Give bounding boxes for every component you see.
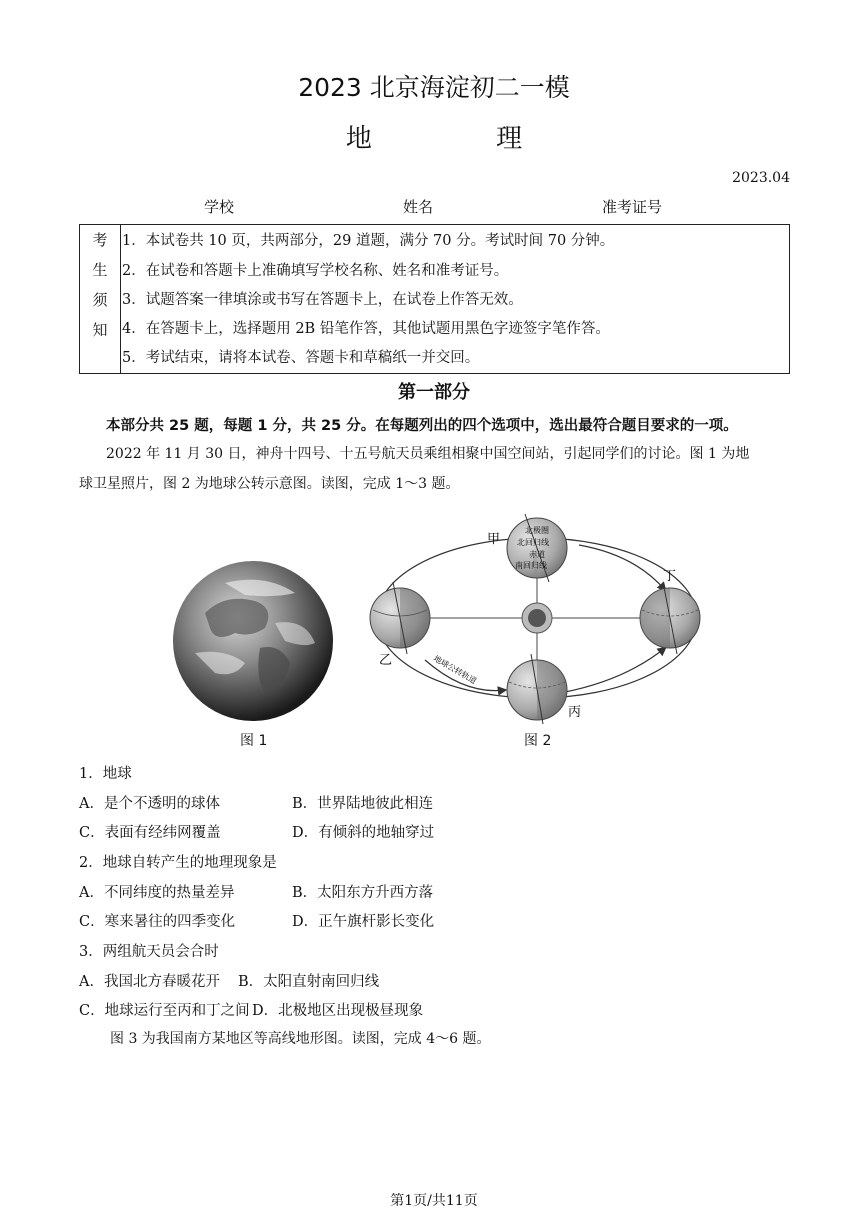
option-d: D．北极地区出现极昼现象 — [252, 1003, 424, 1019]
notice-item: 4．在答题卡上，选择题用 2B 铅笔作答，其他试题用黑色字迹签字笔作答。 — [122, 321, 610, 337]
option-b: B．太阳直射南回归线 — [238, 974, 380, 990]
part-intro: 本部分共 25 题，每题 1 分，共 25 分。在每题列出的四个选项中，选出最符合题目要求的一项。 — [106, 418, 738, 434]
option-a: A．不同纬度的热量差异 — [79, 885, 235, 901]
notice-label-char: 考 — [92, 231, 108, 249]
notice-label-char: 知 — [92, 321, 108, 339]
latitude-label: 赤道 — [529, 550, 545, 559]
notice-label-char: 生 — [92, 261, 108, 279]
figure-2-caption: 图 2 — [524, 733, 552, 749]
page-number: 第1页/共11页 — [390, 1193, 478, 1209]
notice-label-char: 须 — [92, 291, 108, 309]
option-d: D．正午旗杆影长变化 — [292, 914, 435, 930]
latitude-label: 北极圈 — [525, 526, 549, 535]
question-stem: 2．地球自转产生的地理现象是 — [79, 855, 277, 871]
option-c: C．寒来暑往的四季变化 — [79, 914, 236, 930]
exam-id-field-label: 准考证号 — [602, 198, 663, 216]
option-b: B．世界陆地彼此相连 — [292, 796, 434, 812]
globe-jia — [507, 514, 567, 582]
question-context-line: 球卫星照片，图 2 为地球公转示意图。读图，完成 1～3 题。 — [79, 476, 460, 492]
sun-icon — [522, 603, 552, 633]
notice-item: 2．在试卷和答题卡上准确填写学校名称、姓名和准考证号。 — [122, 263, 509, 279]
question-stem: 1．地球 — [79, 766, 132, 782]
exam-date: 2023.04 — [732, 170, 790, 186]
earth-revolution-diagram — [365, 510, 710, 725]
subject-title: 地 理 — [345, 124, 581, 154]
globe-ding — [640, 582, 700, 654]
position-label-yi: 乙 — [379, 653, 393, 668]
position-label-ding: 丁 — [663, 569, 677, 584]
option-c: C．地球运行至丙和丁之间 — [79, 1003, 250, 1019]
figure-1-caption: 图 1 — [240, 733, 268, 749]
earth-satellite-photo — [165, 553, 341, 729]
name-field-label: 姓名 — [403, 198, 434, 216]
notice-item: 3．试题答案一律填涂或书写在答题卡上，在试卷上作答无效。 — [122, 292, 523, 308]
next-question-context: 图 3 为我国南方某地区等高线地形图。读图，完成 4～6 题。 — [110, 1031, 491, 1047]
position-label-bing: 丙 — [568, 705, 582, 720]
part-title: 第一部分 — [398, 382, 470, 403]
school-field-label: 学校 — [204, 198, 235, 216]
option-a: A．我国北方春暖花开 — [79, 974, 220, 990]
option-d: D．有倾斜的地轴穿过 — [292, 825, 435, 841]
notice-item: 5．考试结束，请将本试卷、答题卡和草稿纸一并交回。 — [122, 350, 480, 366]
notice-item: 1．本试卷共 10 页，共两部分，29 道题，满分 70 分。考试时间 70 分钟。 — [122, 233, 615, 249]
orbit-label: 地球公转轨道 — [432, 653, 479, 686]
option-b: B．太阳东方升西方落 — [292, 885, 434, 901]
notice-label — [80, 225, 121, 373]
latitude-label: 北回归线 — [517, 538, 549, 547]
option-a: A．是个不透明的球体 — [79, 796, 220, 812]
globe-bing — [507, 654, 567, 724]
option-c: C．表面有经纬网覆盖 — [79, 825, 221, 841]
globe-yi — [370, 582, 430, 654]
position-label-jia: 甲 — [487, 532, 501, 547]
notice-box — [79, 224, 790, 374]
latitude-label: 南回归线 — [515, 561, 547, 570]
exam-title: 2023 北京海淀初二一模 — [298, 73, 570, 102]
question-context-line: 2022 年 11 月 30 日，神舟十四号、十五号航天员乘组相聚中国空间站，引起同学们的讨论。图 1 为地 — [106, 446, 750, 462]
question-stem: 3．两组航天员会合时 — [79, 944, 219, 960]
